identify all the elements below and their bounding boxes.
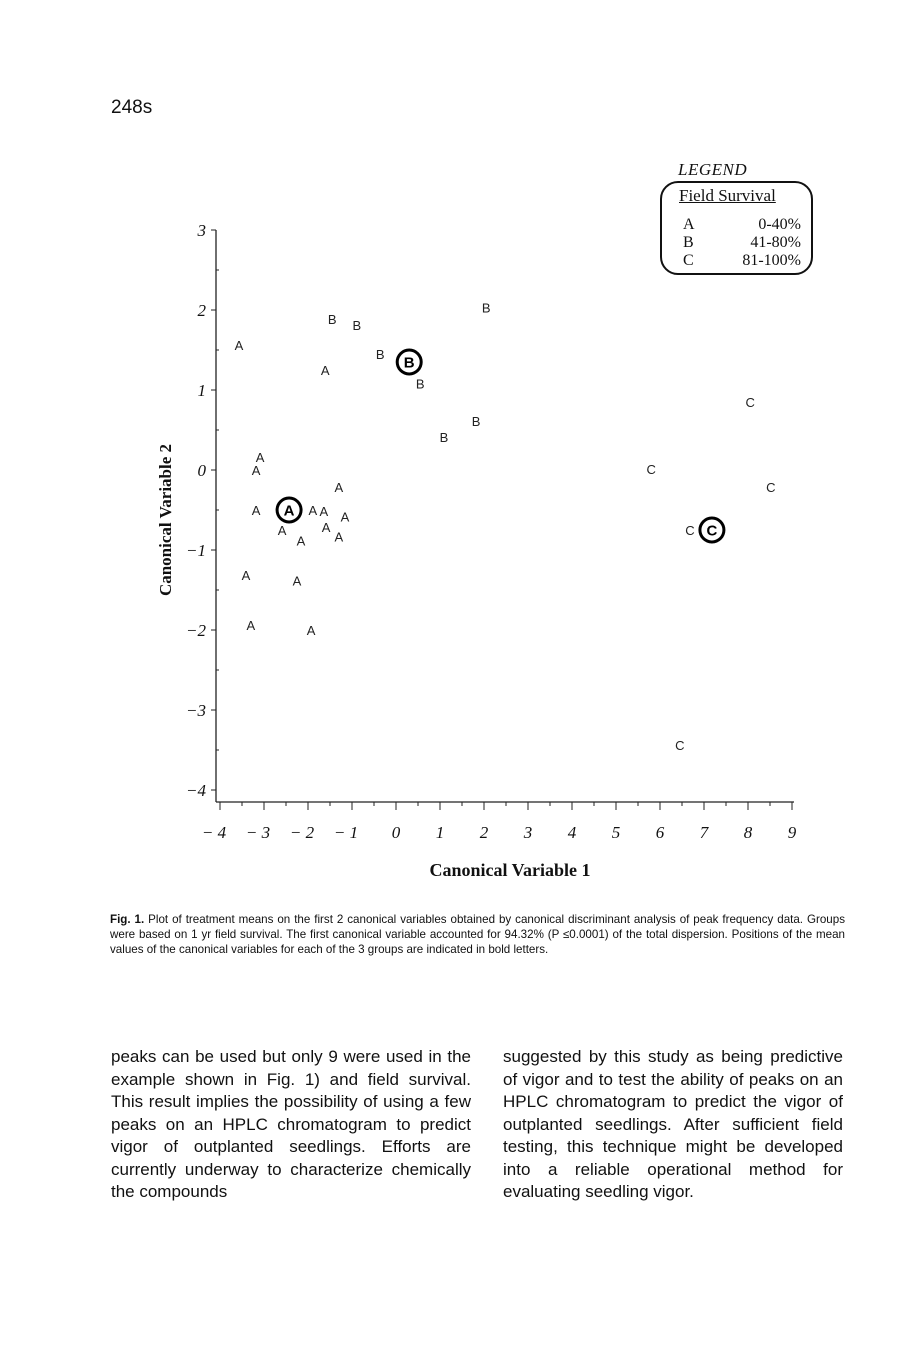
data-point-a: A xyxy=(251,503,261,518)
legend-key: A xyxy=(683,216,695,233)
data-point-a: A xyxy=(292,573,302,589)
caption-text: Plot of treatment means on the first 2 canonical variables obtained by canonical discriminant analysis of peak frequency data. Groups were based on 1 yr field survival. The first canonical variable accounted for 94.32% (P ≤0.0001) of the total dispersion. Positions of the mean values of the canonical variables for each of the 3 groups are indicated in bold letters. xyxy=(110,913,845,956)
y-tick-label: −1 xyxy=(186,541,206,560)
figure-caption xyxy=(110,912,845,957)
data-point-a: A xyxy=(255,450,265,466)
data-point-c: C xyxy=(745,395,755,410)
x-tick-label: − 1 xyxy=(333,823,359,842)
data-point-a: A xyxy=(308,503,318,518)
data-point-a: A xyxy=(246,618,256,634)
group-mean-label: C xyxy=(706,522,718,540)
x-tick-label: 2 xyxy=(479,823,489,842)
data-point-a: A xyxy=(334,479,344,495)
x-tick-label: 4 xyxy=(567,823,577,842)
x-tick-label: 0 xyxy=(391,823,401,842)
data-point-c: C xyxy=(685,523,695,538)
data-point-a: A xyxy=(321,519,331,535)
data-point-b: B xyxy=(439,430,449,446)
y-tick-label: 1 xyxy=(197,381,206,400)
data-point-a: A xyxy=(319,503,329,519)
data-point-a: A xyxy=(340,509,350,525)
body-text-left-column: peaks can be used but only 9 were used in the example shown in Fig. 1) and field survival. This result implies the possibility of using a few peaks on an HPLC chromatogram to predict vigor of outplanted seedlings. Efforts are currently underway to characterize chemically the compounds xyxy=(111,1047,471,1201)
legend-value: 81-100% xyxy=(742,252,801,269)
legend-box xyxy=(660,181,813,275)
data-point-a: A xyxy=(241,567,251,583)
data-point-c: C xyxy=(646,462,656,478)
x-axis-label: Canonical Variable 1 xyxy=(429,860,591,880)
data-point-b: B xyxy=(481,300,491,316)
x-tick-label: 6 xyxy=(655,823,665,842)
x-tick-label: 7 xyxy=(699,823,709,842)
data-point-a: A xyxy=(234,338,244,354)
x-tick-label: − 4 xyxy=(201,823,227,842)
data-point-b: B xyxy=(415,376,425,392)
y-tick-label: 2 xyxy=(197,301,206,320)
legend-value: 0-40% xyxy=(758,216,801,233)
x-tick-label: − 3 xyxy=(245,823,271,842)
page-number: 248s xyxy=(111,97,153,118)
data-point-b: B xyxy=(352,318,362,334)
caption-label: Fig. 1. xyxy=(110,913,145,926)
legend-title: LEGEND xyxy=(678,160,748,179)
chart-points xyxy=(235,301,776,754)
x-tick-label: 8 xyxy=(743,823,753,842)
legend-key: C xyxy=(683,252,694,269)
y-axis-label: Canonical Variable 2 xyxy=(156,443,175,597)
data-point-a: A xyxy=(306,623,316,638)
y-tick-label: −2 xyxy=(186,621,206,640)
x-tick-label: 1 xyxy=(435,823,445,842)
data-point-b: B xyxy=(327,311,337,327)
data-point-a: A xyxy=(251,463,261,478)
y-tick-label: −3 xyxy=(186,701,206,720)
x-tick-label: − 2 xyxy=(289,823,315,842)
legend-heading: Field Survival xyxy=(679,186,776,205)
data-point-b: B xyxy=(471,414,481,430)
x-tick-label: 5 xyxy=(611,823,621,842)
data-point-a: A xyxy=(296,533,306,549)
group-mean-label: B xyxy=(403,354,415,372)
x-tick-label: 9 xyxy=(787,823,797,842)
y-tick-label: −4 xyxy=(186,781,206,800)
data-point-a: A xyxy=(277,523,287,538)
y-tick-label: 3 xyxy=(197,221,206,240)
group-mean-label: A xyxy=(283,502,295,520)
body-text-right-column: suggested by this study as being predictive of vigor and to test the ability of peaks on an HPLC chromatogram to predict the vigor of outplanted seedlings. After sufficient field testing, this technique might be developed into a reliable operational method for evaluating seedling vigor. xyxy=(503,1047,843,1201)
data-point-a: A xyxy=(320,363,330,378)
data-point-a: A xyxy=(334,529,344,545)
y-tick-label: 0 xyxy=(197,461,206,480)
legend-value: 41-80% xyxy=(750,234,801,251)
legend-key: B xyxy=(683,234,694,251)
data-point-b: B xyxy=(375,347,385,362)
data-point-c: C xyxy=(766,479,776,495)
data-point-c: C xyxy=(675,738,685,754)
x-tick-label: 3 xyxy=(523,823,533,842)
